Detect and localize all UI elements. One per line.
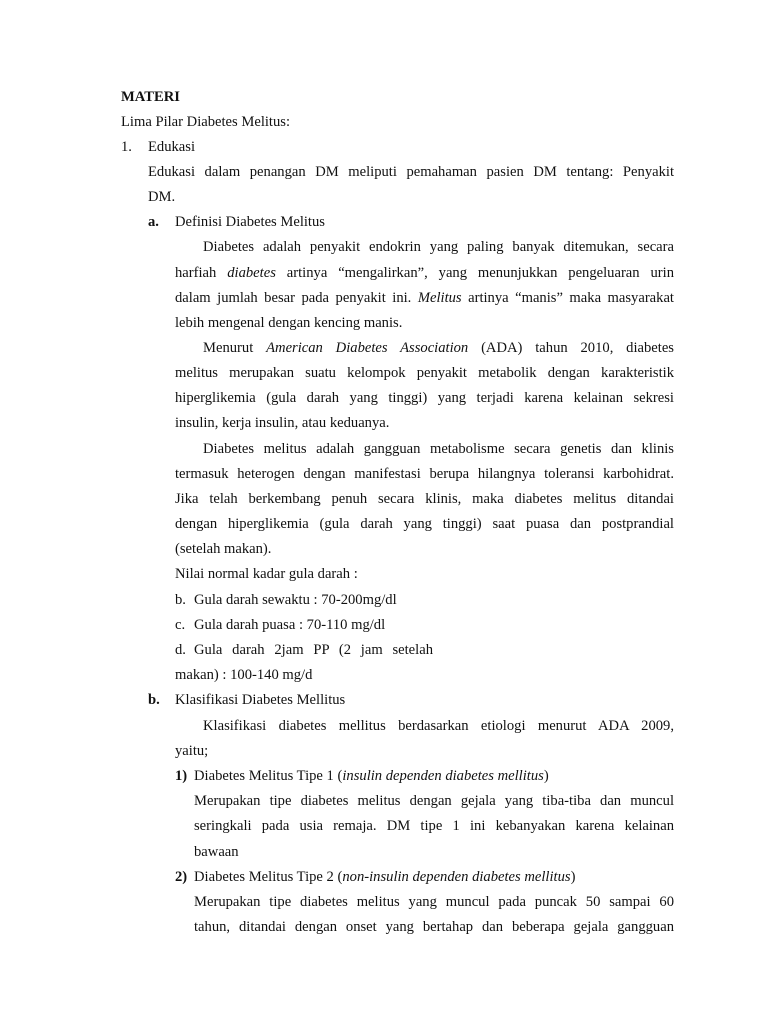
paragraph-line: (setelah makan). [175, 541, 272, 557]
paragraph-line: insulin, kerja insulin, atau keduanya. [175, 415, 390, 431]
paragraph-line: dengan hiperglikemia (gula darah yang tinggi) saat puasa dan postprandial [175, 516, 674, 532]
paragraph-line: termasuk heterogen dengan manifestasi berupa hilangnya toleransi karbohidrat. [175, 466, 674, 482]
normal-values-label: Nilai normal kadar gula darah : [175, 566, 358, 582]
paragraph-line: melitus merupakan suatu kelompok penyakit metabolik dengan karakteristik [175, 365, 674, 381]
list-item-number: c. [175, 617, 186, 633]
section-b-number: b. [148, 692, 160, 708]
doc-title: MATERI [121, 89, 180, 105]
italic-term: Melitus [417, 290, 462, 306]
italic-term: non-insulin dependen diabetes mellitus [342, 869, 571, 885]
paragraph-line: Menurut American Diabetes Association (ADA) tahun 2010, diabetes [203, 340, 674, 356]
italic-term: insulin dependen diabetes mellitus [342, 768, 544, 784]
list-item-text: Gula darah 2jam PP (2 jam setelah [194, 642, 433, 658]
paragraph-line: dalam jumlah besar pada penyakit ini. Melitus artinya “manis” maka masyarakat [175, 290, 674, 306]
type-2-number: 2) [175, 869, 188, 885]
paragraph-line: lebih mengenal dengan kencing manis. [175, 315, 403, 331]
paragraph-line: Jika telah berkembang penuh secara klinis, maka diabetes melitus ditandai [175, 491, 674, 507]
paragraph-line: Merupakan tipe diabetes melitus yang muncul pada puncak 50 sampai 60 [194, 894, 674, 910]
paragraph-line: harfiah diabetes artinya “mengalirkan”, yang menunjukkan pengeluaran urin [175, 265, 674, 281]
paragraph-line: Diabetes adalah penyakit endokrin yang paling banyak ditemukan, secara [203, 239, 674, 255]
paragraph-line: seringkali pada usia remaja. DM tipe 1 ini kebanyakan karena kelainan [194, 818, 674, 834]
paragraph-line: Merupakan tipe diabetes melitus dengan gejala yang tiba-tiba dan muncul [194, 793, 674, 809]
type-1-number: 1) [175, 768, 188, 784]
paragraph-line: hiperglikemia (gula darah yang tinggi) yang terjadi karena kelainan sekresi [175, 390, 674, 406]
paragraph-line: yaitu; [175, 743, 209, 759]
list-item-continuation: makan) : 100-140 mg/d [175, 667, 313, 683]
section-a-label: Definisi Diabetes Melitus [175, 214, 325, 230]
paragraph-line: tahun, ditandai dengan onset yang bertahap dan beberapa gejala gangguan [194, 919, 674, 935]
list-item-number: d. [175, 642, 186, 658]
type-1-label: Diabetes Melitus Tipe 1 (insulin dependen diabetes mellitus) [194, 768, 549, 784]
list-item-number: b. [175, 592, 186, 608]
section-a-number: a. [148, 214, 159, 230]
paragraph-line: Diabetes melitus adalah gangguan metabolisme secara genetis dan klinis [203, 441, 674, 457]
type-2-label: Diabetes Melitus Tipe 2 (non-insulin dependen diabetes mellitus) [194, 869, 576, 885]
italic-term: diabetes [227, 265, 276, 281]
item-1-text-line: DM. [148, 189, 176, 205]
doc-subtitle: Lima Pilar Diabetes Melitus: [121, 114, 291, 130]
item-1-number: 1. [121, 139, 132, 155]
italic-term: American Diabetes Association [266, 340, 469, 356]
item-1-text-line: Edukasi dalam penangan DM meliputi pemahaman pasien DM tentang: Penyakit [148, 164, 674, 180]
list-item-text: Gula darah puasa : 70-110 mg/dl [194, 617, 386, 633]
paragraph-line: bawaan [194, 844, 239, 860]
item-1-label: Edukasi [148, 139, 196, 155]
list-item-text: Gula darah sewaktu : 70-200mg/dl [194, 592, 397, 608]
paragraph-line: Klasifikasi diabetes mellitus berdasarkan etiologi menurut ADA 2009, [203, 718, 674, 734]
section-b-label: Klasifikasi Diabetes Mellitus [175, 692, 346, 708]
